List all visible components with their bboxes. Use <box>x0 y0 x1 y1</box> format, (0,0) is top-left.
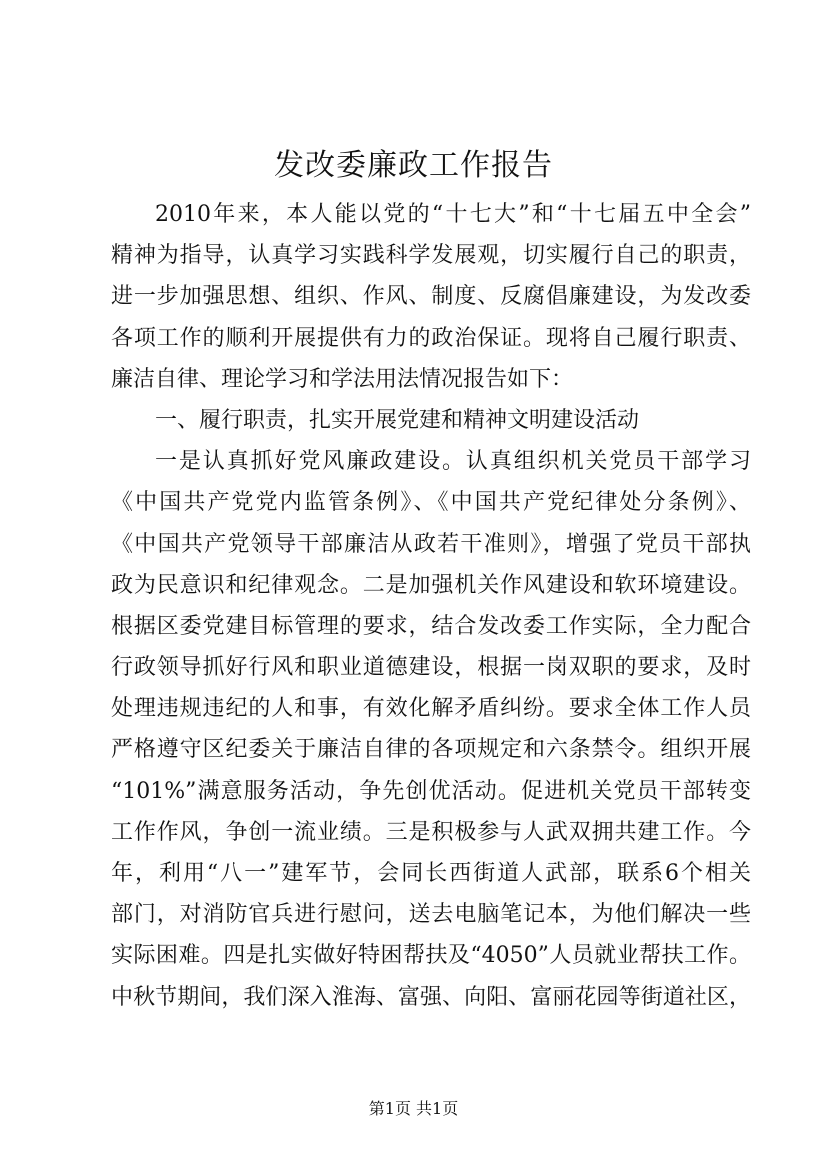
body-line: 实际困难。四是扎实做好特困帮扶及“4050”人员就业帮扶工作。 <box>111 943 751 969</box>
body-line: 一是认真抓好党风廉政建设。认真组织机关党员干部学习 <box>155 449 751 475</box>
body-line: 各项工作的顺利开展提供有力的政治保证。现将自己履行职责、 <box>111 325 751 351</box>
body-line: 严格遵守区纪委关于廉洁自律的各项规定和六条禁令。组织开展 <box>111 737 751 763</box>
body-line: 中秋节期间，我们深入淮海、富强、向阳、富丽花园等街道社区， <box>111 984 751 1010</box>
body-line: 年，利用“八一”建军节，会同长西街道人武部，联系6个相关 <box>111 861 751 886</box>
body-line: 行政领导抓好行风和职业道德建设，根据一岗双职的要求，及时 <box>111 655 751 681</box>
body-line: 2010年来，本人能以党的“十七大”和“十七届五中全会” <box>155 202 751 227</box>
body-line: 工作作风，争创一流业绩。三是积极参与人武双拥共建工作。今 <box>111 819 751 845</box>
body-line: 政为民意识和纪律观念。二是加强机关作风建设和软环境建设。 <box>111 572 751 598</box>
body-line: 处理违规违纪的人和事，有效化解矛盾纠纷。要求全体工作人员 <box>111 696 751 722</box>
document-title: 发改委廉政工作报告 <box>274 148 553 183</box>
body-line: 《中国共产党领导干部廉洁从政若干准则》，增强了党员干部执 <box>111 531 751 557</box>
body-line: “101%”满意服务活动，争先创优活动。促进机关党员干部转变 <box>111 778 751 804</box>
body-line: 精神为指导，认真学习实践科学发展观，切实履行自己的职责， <box>111 243 751 269</box>
body-line: 部门，对消防官兵进行慰问，送去电脑笔记本，为他们解决一些 <box>111 902 751 928</box>
document-body <box>111 194 751 1018</box>
body-line: 根据区委党建目标管理的要求，结合发改委工作实际，全力配合 <box>111 613 751 639</box>
body-line: 廉洁自律、理论学习和学法用法情况报告如下： <box>111 366 574 392</box>
body-line: 《中国共产党党内监管条例》、《中国共产党纪律处分条例》、 <box>111 490 751 516</box>
page-footer: 第1页 共1页 <box>368 1099 459 1118</box>
section-heading: 一、履行职责，扎实开展党建和精神文明建设活动 <box>155 407 640 433</box>
body-line: 进一步加强思想、组织、作风、制度、反腐倡廉建设，为发改委 <box>111 284 751 310</box>
